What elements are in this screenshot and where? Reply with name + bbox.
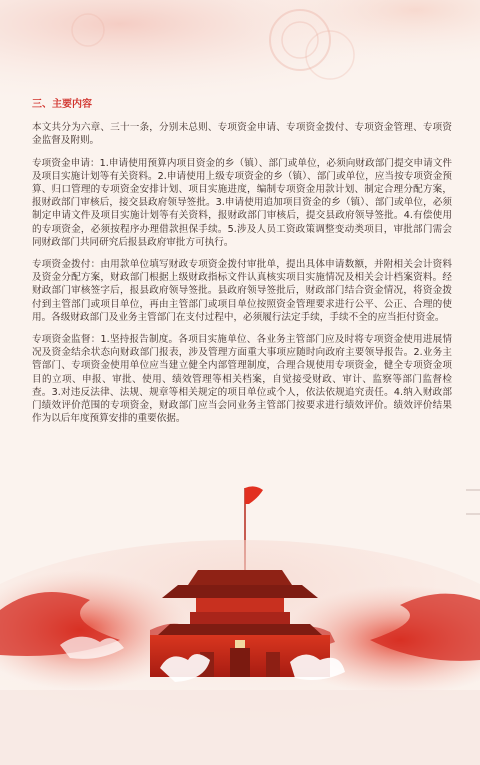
supervision-paragraph: 专项资金监督：1.坚持报告制度。各项目实施单位、各业务主管部门应及时将专项资金使用进展情况及资金结余状态向财政部门报表，涉及管理方面重大事项应随时向政府主要领导报告。2.业务主管部门、专项资金使用单位应当建立健全内部管理制度，合理合规使用专项资金，健全专项资金项目的立项、申报、审批、使用、绩效管理等相关档案，自觉接受财政、审计、监察等部门监督检查。3.对违反法律、法规、规章等相关规定的项目单位或个人，依法依规追究责任。4.纳入财政部门绩效评价范围的专项资金，财政部门应当会同业务主管部门按要求进行绩效评价。绩效评价结果作为以后年度预算安排的重要依据。	[32, 334, 452, 425]
intro-paragraph: 本文共分为六章、三十一条，分别未总则、专项资金申请、专项资金拨付、专项资金管理、专项资金监督及附则。	[32, 122, 452, 147]
disbursement-paragraph: 专项资金拨付：由用款单位填写财政专项资金拨付审批单，提出具体申请数额，并附相关会计资料及资金分配方案，财政部门根据上级财政指标文件认真核实项目实施情况及相关会计档案资料。经财政部门审核签字后，报县政府领导签批。县政府领导签批后，财政部门结合资金情况，将资金拨付到主管部门或项目单位，再由主管部门或项目单位按照资金管理要求进行公平、公正、合理的使用。各级财政部门及业务主管部门在支付过程中，必须履行法定手续，手续不全的应当拒付资金。	[32, 259, 452, 323]
application-paragraph: 专项资金申请：1.申请使用预算内项目资金的乡（镇）、部门或单位，必须向财政部门提交申请文件及项目实施计划等有关资料。2.申请使用上级专项资金的乡（镇）、部门或单位，应当按专项资金预算、归口管理的专项资金安排计划、项目实施进度，编制专项资金用款计划、制定合理分配方案，报财政部门审核后，接交县政府领导签批。3.申请使用追加项目资金的乡（镇）、部门或单位，必须制定申请文件及项目实施计划等有关资料，报财政部门审核后，提交县政府领导签批。4.有偿使用的专项资金，必须按程序办理借款担保手续。5.涉及人员工资政策调整变动类项目，审批部门需会同财政部门共同研究后报县政府审批方可执行。	[32, 157, 452, 248]
section-heading: 三、主要内容	[32, 99, 92, 110]
document-body	[32, 98, 452, 434]
tiananmen-gate-illustration	[0, 540, 480, 765]
